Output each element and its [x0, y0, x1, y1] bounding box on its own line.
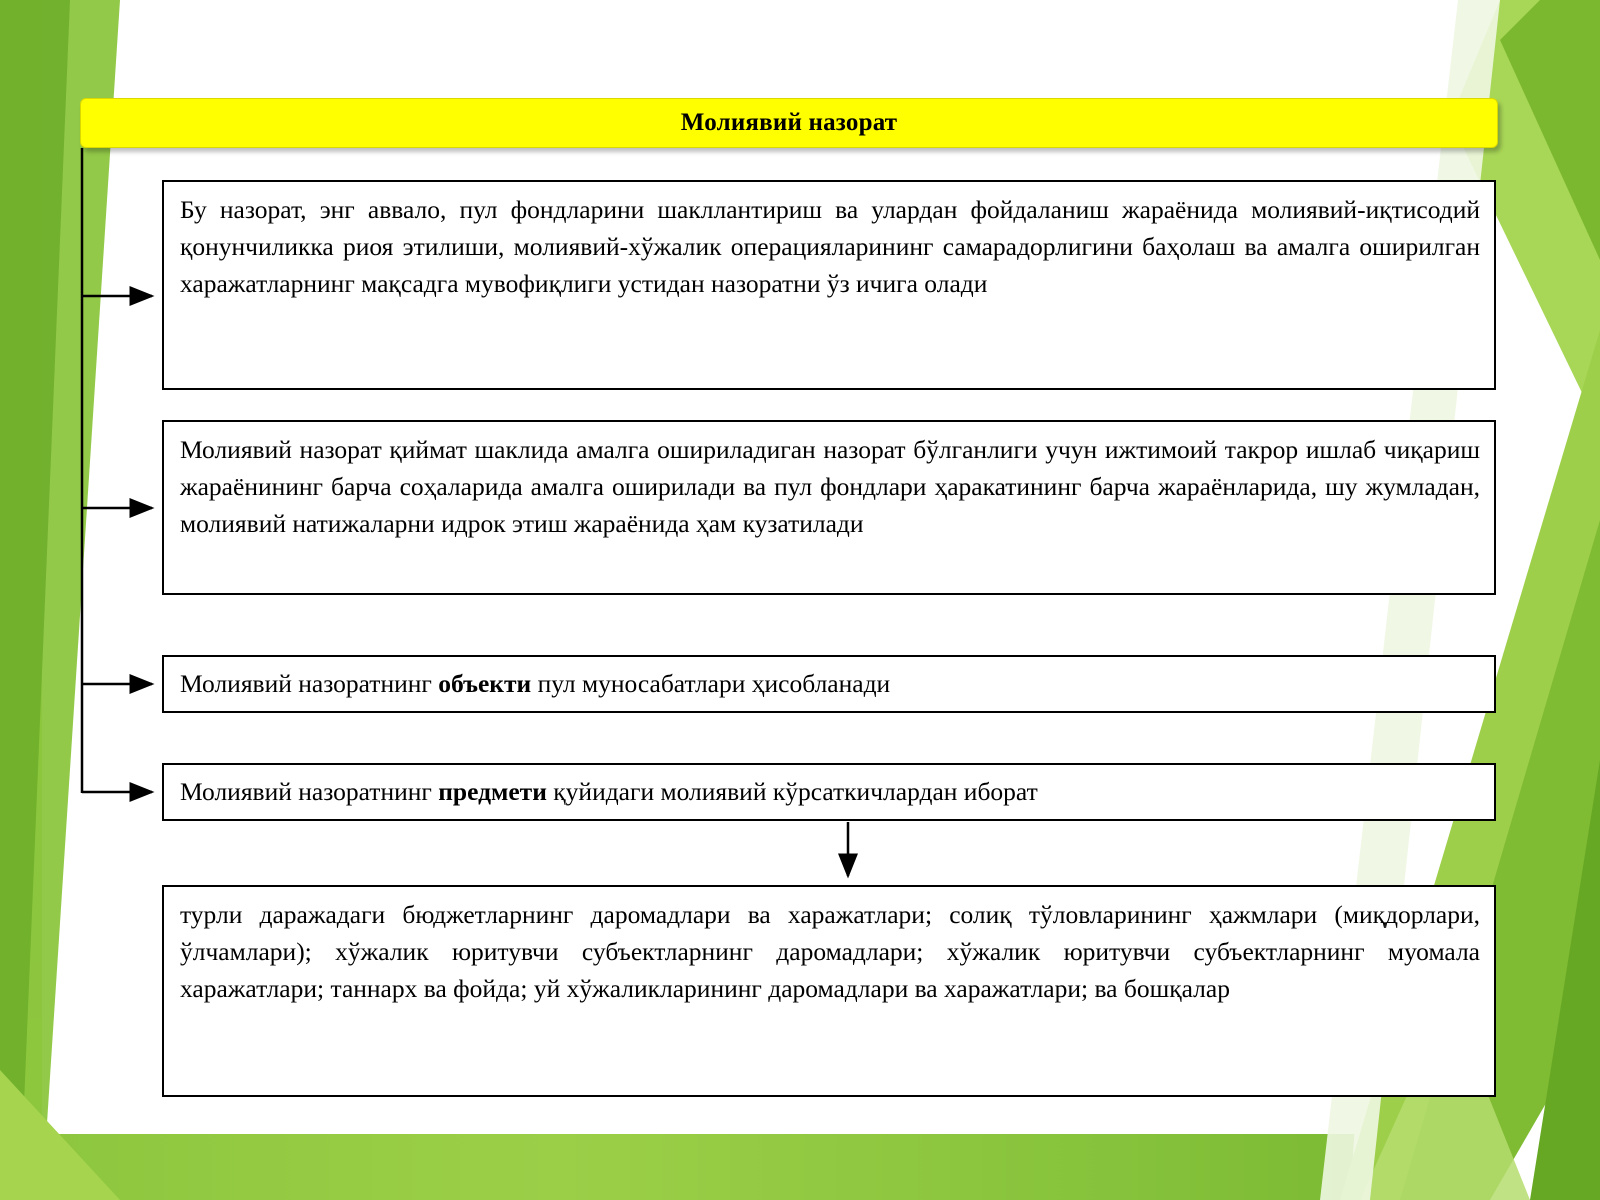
diagram-box-subject: [162, 763, 1496, 821]
page-title: Молиявий назорат: [680, 109, 898, 136]
box-text-prefix: Молиявий назоратнинг: [180, 776, 439, 806]
box-text: Молиявий назорат қиймат шаклида амалга ошириладиган назорат бўлганлиги учун ижтимоий такрор ишлаб чиқариш жараёнининг барча соҳаларида амалга оширилади ва пул фондлари ҳаракатининг барча жараёнларида, шу жумладан, молиявий натижаларни идрок этиш жараёнида ҳам кузатилади: [180, 435, 1480, 538]
diagram-box-object: [162, 655, 1496, 713]
box-text-suffix: пул муносабатлари ҳисобланади: [531, 668, 891, 698]
box-text-strong: предмети: [438, 776, 547, 806]
box-text-strong: объекти: [438, 668, 532, 698]
diagram-box-indicators: [162, 885, 1496, 1097]
box-text: турли даражадаги бюджетларнинг даромадлари ва харажатлари; солиқ тўловларининг ҳажмлари (миқдорлари, ўлчамлари); хўжалик юритувчи субъектларнинг даромадлари; хўжалик юритувчи субъектларнинг муомала харажатлари; таннарх ва фойда; уй хўжаликларининг даромадлари ва харажатлари; ва бошқалар: [180, 900, 1480, 1003]
box-text-prefix: Молиявий назоратнинг: [180, 668, 439, 698]
diagram-box-scope: [162, 420, 1496, 595]
diagram-box-definition: [162, 180, 1496, 390]
box-text-suffix: қуйидаги молиявий кўрсаткичлардан иборат: [546, 776, 1038, 806]
diagram-title-box: [80, 98, 1498, 148]
box-text: Бу назорат, энг аввало, пул фондларини шакллантириш ва улардан фойдаланиш жараёнида молиявий-иқтисодий қонунчиликка риоя этилиши, молиявий-хўжалик операцияларининг самарадорлигини баҳолаш ва амалга оширилган харажатларнинг мақсадга мувофиқлиги устидан назоратни ўз ичига олади: [180, 195, 1480, 298]
